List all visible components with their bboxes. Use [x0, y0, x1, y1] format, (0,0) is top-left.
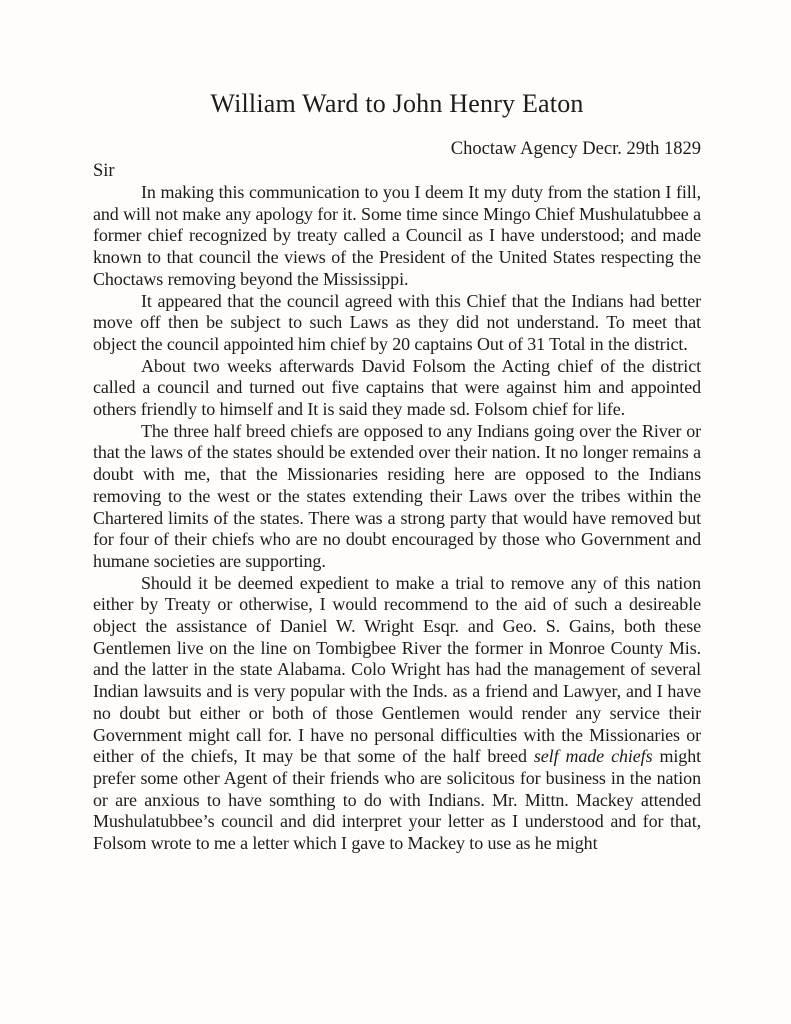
dateline: Choctaw Agency Decr. 29th 1829: [450, 139, 701, 159]
page-title: William Ward to John Henry Eaton: [210, 89, 584, 118]
paragraph-5: [93, 573, 701, 855]
paragraph-2: It appeared that the council agreed with this Chief that the Indians had better move off then be subject to such Laws as they did not understand. To meet that object the council appointed him chief by 20 captains Out of 31 Total in the district.: [93, 290, 701, 354]
letter-body: [93, 182, 701, 855]
paragraph-5-text-after: might prefer some other Agent of their friends who are solicitous for business in the nation or are anxious to have somthing to do with Indians. Mr. Mittn. Mackey attended Mushulatubbee’s council and did interpret your letter as I understood and for that, Folsom wrote to me a letter which I gave to Mackey to use as he might: [93, 746, 702, 854]
paragraph-5-text-before: Should it be deemed expedient to make a trial to remove any of this nation either by Treaty or otherwise, I would recommend to the aid of such a desireable object the assistance of Daniel W. Wright Esqr. and Geo. S. Gains, both these Gentlemen live on the line on Tombigbee River the former in Monroe County Mis. and the latter in the state Alabama. Colo Wright has had the management of several Indian lawsuits and is very popular with the Inds. as a friend and Lawyer, and I have no doubt but either or both of those Gentlemen would render any service their Government might call for. I have no personal difficulties with the Missionaries or either of the chiefs, It may be that some of the half breed: [93, 572, 701, 767]
paragraph-1: In making this communication to you I deem It my duty from the station I fill, and will not make any apology for it. Some time since Mingo Chief Mushulatubbee a former chief recognized by treaty called a Council as I have understood; and made known to that council the views of the President of the United States respecting the Choctaws removing beyond the Mississippi.: [93, 182, 701, 289]
salutation: Sir: [93, 161, 115, 181]
paragraph-5-italic-phrase: self made chiefs: [533, 746, 653, 767]
paragraph-4: The three half breed chiefs are opposed to any Indians going over the River or that the laws of the states should be extended over their nation. It no longer remains a doubt with me, that the Missionaries residing here are opposed to the Indians removing to the west or the states extending their Laws over the tribes within the Chartered limits of the states. There was a strong party that would have removed but for four of their chiefs who are no doubt encouraged by those who Government and humane societies are supporting.: [93, 420, 701, 571]
paragraph-3: About two weeks afterwards David Folsom the Acting chief of the district called a council and turned out five captains that were against him and appointed others friendly to himself and It is said they made sd. Folsom chief for life.: [93, 355, 701, 420]
